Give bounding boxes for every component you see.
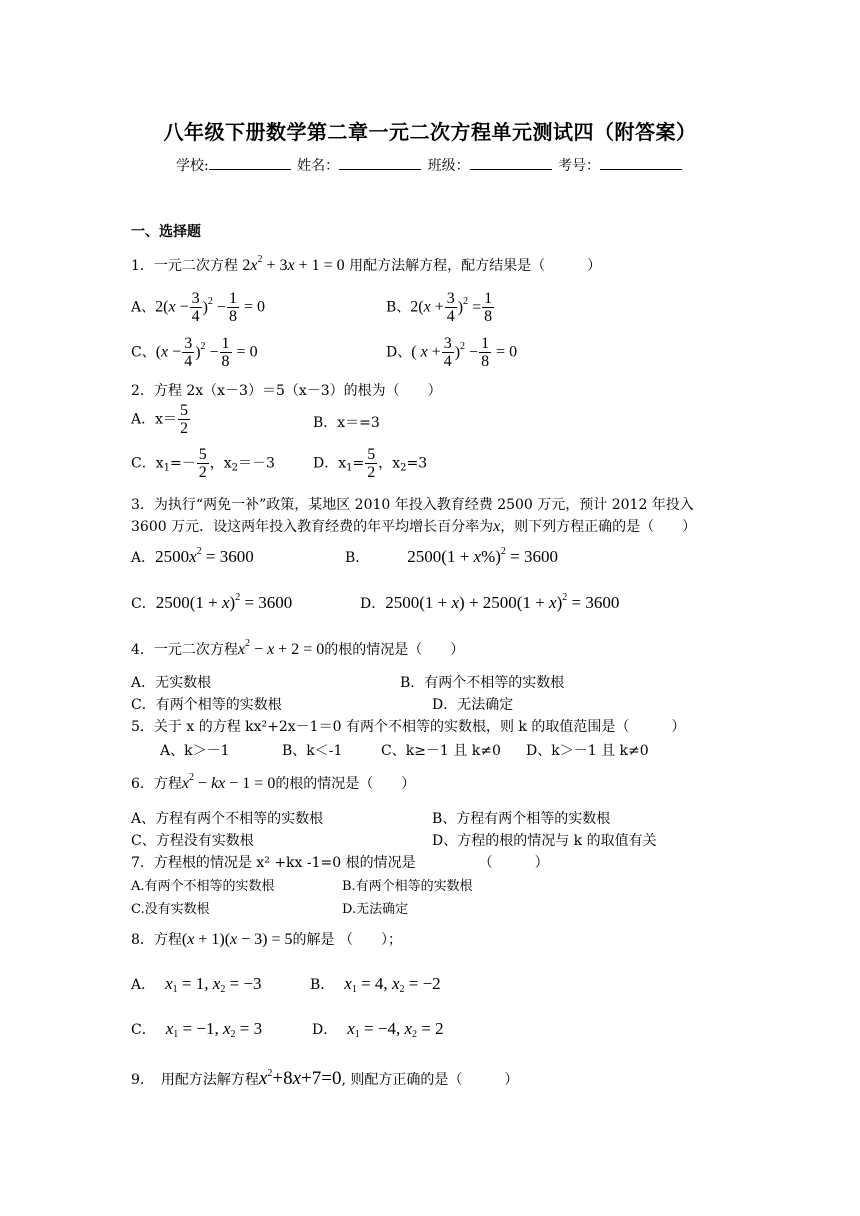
school-blank[interactable] <box>209 157 291 170</box>
question-7-option-c[interactable]: C.没有实数根 <box>131 902 210 917</box>
section-heading: 一、选择题 <box>131 224 201 240</box>
question-6-option-b[interactable]: B、方程有两个相等的实数根 <box>432 811 611 827</box>
question-8-option-d[interactable]: D． $x_1 = -4$, $x_2 = 2$ <box>312 1019 444 1040</box>
question-6-option-a[interactable]: A、方程有两个不相等的实数根 <box>131 811 324 827</box>
question-1-option-c[interactable]: C、(x − $\frac{3}{4}$ )$^2$ − $\frac{1}{8}$ = 0 <box>131 335 258 370</box>
name-label: 姓名： <box>297 158 340 174</box>
question-7-stem: 7．方程根的情况是 x² +kx -1=0 根的情况是 （ ） <box>131 855 549 871</box>
question-3-option-b[interactable]: B． $2500(1 + x\%)^2 = 3600$ <box>345 546 559 566</box>
question-3-option-d[interactable]: D．$2500(1 + x) + 2500(1 + x)^2 = 3600$ <box>360 592 620 612</box>
question-8-option-c[interactable]: C． $x_1 = -1$, $x_2 = 3$ <box>131 1019 263 1040</box>
school-label: 学校: <box>175 158 209 174</box>
question-6-option-d[interactable]: D、方程的根的情况与 k 的取值有关 <box>432 833 657 849</box>
question-1-option-a[interactable]: A、2(x − $\frac{3}{4}$ )$^2$ − $\frac{1}{8}$ = 0 <box>131 290 265 325</box>
class-blank[interactable] <box>470 157 552 170</box>
question-4-option-b[interactable]: B．有两个不相等的实数根 <box>400 675 565 691</box>
question-3-option-a[interactable]: A．$2500x^2 = 3600$ <box>131 546 254 566</box>
page-title: 八年级下册数学第二章一元二次方程单元测试四（附答案） <box>163 120 697 144</box>
exam-number-blank[interactable] <box>600 157 682 170</box>
question-8-option-b[interactable]: B． $x_1 = 4$, $x_2 = -2$ <box>310 974 441 995</box>
question-7-option-a[interactable]: A.有两个不相等的实数根 <box>131 879 275 894</box>
question-2-stem: 2．方程 2x（x－3）＝5（x－3）的根为（ ） <box>131 383 442 399</box>
class-label: 班级： <box>427 158 470 174</box>
question-7-option-d[interactable]: D.无法确定 <box>342 902 409 917</box>
question-9-stem: 9． 用配方法解方程$x^2+8x+7=0$, 则配方正确的是（ ） <box>131 1068 519 1089</box>
question-1-option-b[interactable]: B、2(x + $\frac{3}{4}$ )$^2$ = $\frac{1}{8}$ <box>386 290 493 325</box>
question-5-option-a[interactable]: A、k＞－1 <box>160 743 230 759</box>
question-4-option-a[interactable]: A．无实数根 <box>131 675 212 691</box>
question-2-option-c[interactable]: C．$x_1=-$ $\frac{5}{2}$ ，$x_2=-3$ <box>131 446 275 481</box>
question-4-option-d[interactable]: D．无法确定 <box>432 697 514 713</box>
question-2-option-a[interactable]: A．x＝ $\frac{5}{2}$ <box>131 402 189 437</box>
question-5-stem: 5．关于 x 的方程 kx²+2x－1＝0 有两个不相等的实数根，则 k 的取值范围是（ ） <box>131 719 686 735</box>
question-1-option-d[interactable]: D、( x + $\frac{3}{4}$ )$^2$ − $\frac{1}{8}$ = 0 <box>386 335 518 370</box>
question-5-option-d[interactable]: D、k＞－1 且 k≠0 <box>526 743 649 759</box>
student-info-line <box>0 155 860 175</box>
question-4-option-c[interactable]: C．有两个相等的实数根 <box>131 697 282 713</box>
exam-number-label: 考号： <box>558 158 601 174</box>
question-7-option-b[interactable]: B.有两个相等的实数根 <box>342 879 473 894</box>
question-3-line-2: 3600 万元．设这两年投入教育经费的年平均增长百分率为x，则下列方程正确的是（ ） <box>131 518 697 535</box>
question-1-stem: 1．一元二次方程 $2x^2 + 3x + 1 = 0$ 用配方法解方程，配方结果是（ ） <box>131 254 602 274</box>
question-5-option-b[interactable]: B、k＜-1 <box>282 743 343 759</box>
question-6-stem: 6．方程$x^2$ − kx − 1 = 0的根的情况是（ ） <box>131 772 416 792</box>
question-3-line-1: 3．为执行“两免一补”政策，某地区 2010 年投入教育经费 2500 万元，预计 2012 年投入 <box>131 497 694 513</box>
question-8-option-a[interactable]: A． $x_1 = 1$, $x_2 = -3$ <box>131 974 262 995</box>
question-5-option-c[interactable]: C、k≥－1 且 k≠0 <box>381 743 501 759</box>
question-3-option-c[interactable]: C．$2500(1 + x)^2 = 3600$ <box>131 592 293 612</box>
question-8-stem: 8．方程(x + 1)(x − 3) = 5的解是 （ ）； <box>131 931 402 948</box>
name-blank[interactable] <box>339 157 421 170</box>
question-4-stem: 4．一元二次方程$x^2 - x + 2 = 0$的根的情况是（ ） <box>131 638 465 658</box>
question-6-option-c[interactable]: C、方程没有实数根 <box>131 833 254 849</box>
question-2-option-b[interactable]: B．x＝=3 <box>313 415 380 431</box>
equation: $2x^2 + 3x + 1 = 0$ <box>242 254 345 274</box>
question-2-option-d[interactable]: D．$x_1=$ $\frac{5}{2}$ ，$x_2=3$ <box>313 446 428 481</box>
